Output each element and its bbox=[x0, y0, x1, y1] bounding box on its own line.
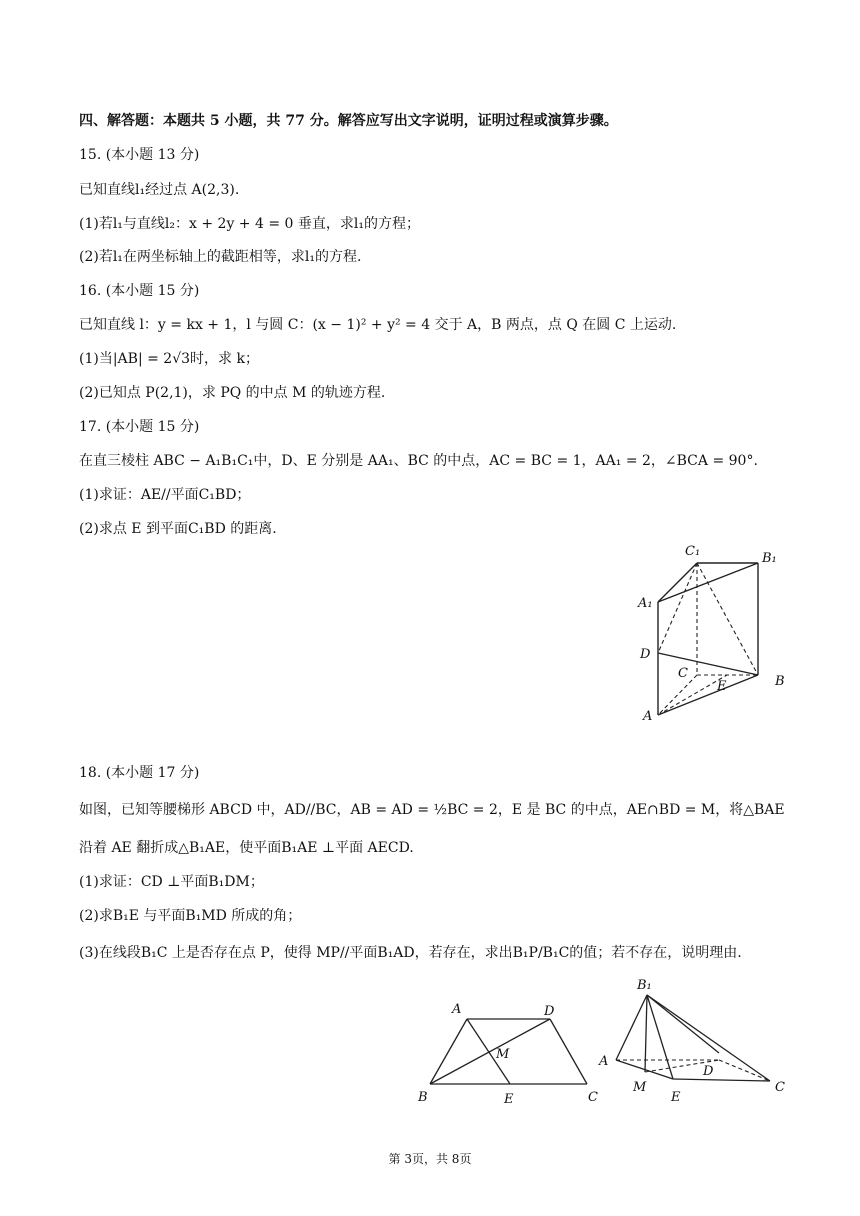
problem-18-line-1: 如图，已知等腰梯形 ABCD 中，AD//BC，AB = AD = ½BC = 2，E 是 BC 的中点，AE∩BD = M，将△BAE bbox=[79, 802, 785, 818]
problem-17-header: 17. (本小题 15 分) bbox=[79, 419, 200, 435]
trap-label-e: E bbox=[504, 1092, 514, 1107]
problem-18-line-5: (3)在线段B₁C 上是否存在点 P，使得 MP//平面B₁AD，若存在，求出B₁P/B₁C的值；若不存在，说明理由. bbox=[79, 945, 742, 961]
problem-17-line-3: (2)求点 E 到平面C₁BD 的距离. bbox=[79, 521, 277, 537]
problem-16-line-3: (2)已知点 P(2,1)，求 PQ 的中点 M 的轨迹方程. bbox=[79, 385, 386, 401]
prism-figure bbox=[630, 540, 800, 730]
label-b1: B₁ bbox=[762, 551, 777, 566]
fold-label-c: C bbox=[775, 1080, 785, 1095]
problem-18-line-4: (2)求B₁E 与平面B₁MD 所成的角； bbox=[79, 908, 302, 924]
fold-label-b1: B₁ bbox=[637, 978, 652, 993]
trap-label-c: C bbox=[588, 1090, 598, 1105]
problem-17-line-1: 在直三棱柱 ABC − A₁B₁C₁中，D、E 分别是 AA₁、BC 的中点，AC = BC = 1，AA₁ = 2，∠BCA = 90°. bbox=[79, 453, 758, 469]
problem-18-line-3: (1)求证：CD ⊥平面B₁DM； bbox=[79, 874, 264, 890]
problem-16-header: 16. (本小题 15 分) bbox=[79, 283, 200, 299]
trap-label-d: D bbox=[544, 1004, 555, 1019]
problem-16-line-1: 已知直线 l：y = kx + 1，l 与圆 C：(x − 1)² + y² = 4 交于 A，B 两点，点 Q 在圆 C 上运动. bbox=[79, 317, 677, 333]
fold-label-m: M bbox=[633, 1080, 647, 1095]
label-c1: C₁ bbox=[685, 544, 701, 559]
trap-label-m: M bbox=[496, 1047, 510, 1062]
label-b: B bbox=[775, 674, 785, 689]
fold-label-a: A bbox=[599, 1054, 609, 1069]
page-footer: 第 3页，共 8页 bbox=[388, 1152, 472, 1166]
problem-17-line-2: (1)求证：AE//平面C₁BD； bbox=[79, 487, 251, 503]
problem-15-line-3: (2)若l₁在两坐标轴上的截距相等，求l₁的方程. bbox=[79, 249, 362, 265]
folded-figure bbox=[595, 975, 795, 1110]
trap-label-a: A bbox=[452, 1002, 462, 1017]
fold-label-e: E bbox=[671, 1090, 681, 1105]
problem-15-header: 15. (本小题 13 分) bbox=[79, 147, 200, 163]
trapezoid-figure bbox=[410, 995, 610, 1110]
trap-label-b: B bbox=[418, 1090, 428, 1105]
problem-15-line-1: 已知直线l₁经过点 A(2,3). bbox=[79, 182, 240, 198]
label-a1: A₁ bbox=[638, 596, 653, 611]
section-heading: 四、解答题：本题共 5 小题，共 77 分。解答应写出文字说明，证明过程或演算步骤。 bbox=[79, 113, 618, 129]
label-a: A bbox=[643, 709, 653, 724]
fold-label-d: D bbox=[703, 1064, 714, 1079]
problem-16-line-2: (1)当|AB| = 2√3时，求 k； bbox=[79, 351, 259, 367]
problem-15-line-2: (1)若l₁与直线l₂：x + 2y + 4 = 0 垂直，求l₁的方程； bbox=[79, 216, 420, 232]
problem-18-line-2: 沿着 AE 翻折成△B₁AE，使平面B₁AE ⊥平面 AECD. bbox=[79, 840, 414, 856]
label-d: D bbox=[640, 647, 651, 662]
problem-18-header: 18. (本小题 17 分) bbox=[79, 765, 200, 781]
label-c: C bbox=[678, 666, 688, 681]
label-e: E bbox=[717, 679, 727, 694]
